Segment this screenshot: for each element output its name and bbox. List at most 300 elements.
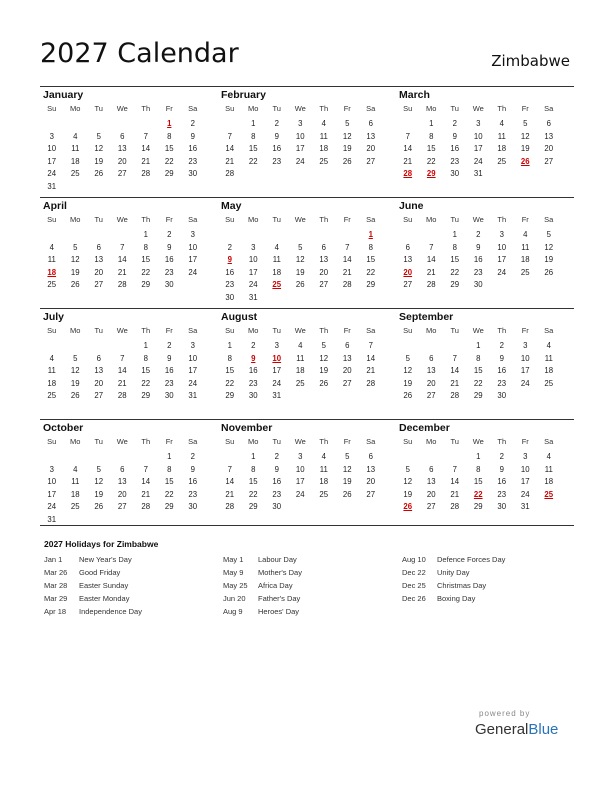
day-cell: 22 xyxy=(248,156,258,166)
day-cell xyxy=(336,229,360,242)
day-cell: 26 xyxy=(94,169,104,178)
weekday-label: Sa xyxy=(188,104,198,113)
day-cell: 21 xyxy=(117,267,127,277)
holiday-name: Father's Day xyxy=(258,594,301,603)
day-cell: 7 xyxy=(345,242,350,252)
day-cell xyxy=(359,292,383,305)
weekday-label: Fr xyxy=(165,437,173,446)
day-cell: 4 xyxy=(274,242,279,252)
day-cell: 1 xyxy=(452,230,457,239)
day-cell: 16 xyxy=(272,144,282,153)
weekday-label: Su xyxy=(47,104,57,113)
day-cell: 1 xyxy=(251,119,256,128)
day-cell: 19 xyxy=(520,144,530,153)
day-cell: 11 xyxy=(544,464,553,474)
week-row xyxy=(396,267,561,280)
weekday-label: Fr xyxy=(521,437,529,446)
day-cell: 7 xyxy=(429,242,434,252)
week-row xyxy=(218,242,383,255)
day-cell: 6 xyxy=(368,119,373,128)
day-cell xyxy=(537,501,561,514)
day-cell xyxy=(265,168,289,181)
holiday-name: Good Friday xyxy=(79,568,121,577)
weekday-label: Sa xyxy=(188,437,198,446)
day-cell: 30 xyxy=(164,391,174,400)
day-cell: 19 xyxy=(319,366,329,375)
weeks xyxy=(218,118,383,181)
day-cell: 7 xyxy=(143,464,148,474)
day-cell: 3 xyxy=(523,341,528,350)
day-cell: 10 xyxy=(248,255,258,264)
weekday-label: We xyxy=(116,437,128,446)
day-cell: 29 xyxy=(450,280,460,289)
day-cell: 18 xyxy=(47,378,57,388)
weekday-label: We xyxy=(294,215,306,224)
weekday-label: Mo xyxy=(248,104,259,113)
day-cell: 23 xyxy=(497,378,507,388)
day-cell: 24 xyxy=(188,267,198,277)
day-cell xyxy=(87,340,111,353)
week-row xyxy=(218,229,383,242)
day-cell: 9 xyxy=(499,464,504,474)
day-cell: 12 xyxy=(342,464,352,474)
day-cell: 5 xyxy=(298,242,303,252)
holiday-item xyxy=(223,553,402,566)
week-row xyxy=(40,242,205,255)
weekday-label: Mo xyxy=(70,104,81,113)
weekday-label: Tu xyxy=(94,437,103,446)
weekday-label: Th xyxy=(497,326,507,335)
day-cell: 8 xyxy=(227,353,232,363)
day-cell: 30 xyxy=(272,502,282,511)
day-cell: 21 xyxy=(141,489,151,499)
day-cell: 26 xyxy=(342,489,352,499)
weekday-label: Sa xyxy=(544,437,554,446)
day-cell: 17 xyxy=(520,366,530,375)
day-cell: 20 xyxy=(342,366,352,375)
weekday-label: Su xyxy=(47,215,57,224)
day-cell: 7 xyxy=(120,353,125,363)
month-row xyxy=(40,86,574,197)
week-row xyxy=(396,451,561,464)
week-row xyxy=(218,168,383,181)
day-cell: 8 xyxy=(143,353,148,363)
day-cell xyxy=(490,279,514,292)
day-cell: 15 xyxy=(248,144,258,153)
day-cell: 21 xyxy=(141,156,151,166)
weekday-label: Th xyxy=(141,215,151,224)
day-cell: 17 xyxy=(47,489,57,499)
weeks xyxy=(218,451,383,514)
day-cell: 18 xyxy=(319,144,329,153)
day-cell: 24 xyxy=(473,156,483,166)
holiday-item xyxy=(402,579,581,592)
day-cell xyxy=(289,168,313,181)
week-row xyxy=(396,390,561,403)
weekday-label: Tu xyxy=(94,215,103,224)
weekday-label: Sa xyxy=(544,104,554,113)
month-block xyxy=(40,309,218,419)
day-cell: 16 xyxy=(248,366,258,375)
weekday-header xyxy=(218,326,383,335)
weekday-label: Fr xyxy=(165,215,173,224)
day-cell: 21 xyxy=(426,267,436,277)
holiday-day-cell: 28 xyxy=(403,169,413,178)
day-cell: 15 xyxy=(450,255,460,264)
day-cell: 6 xyxy=(321,242,326,252)
day-cell: 23 xyxy=(272,156,282,166)
weekday-label: Su xyxy=(403,437,413,446)
month-name: January xyxy=(43,89,84,101)
week-row xyxy=(40,353,205,366)
day-cell: 12 xyxy=(342,131,352,141)
day-cell: 17 xyxy=(188,366,198,375)
holiday-day-cell: 10 xyxy=(272,353,282,363)
day-cell: 28 xyxy=(225,169,235,178)
day-cell: 7 xyxy=(368,341,373,350)
day-cell: 17 xyxy=(497,255,507,264)
day-cell: 9 xyxy=(452,131,457,141)
day-cell: 1 xyxy=(143,341,148,350)
day-cell: 2 xyxy=(167,230,172,239)
month-name: September xyxy=(399,311,454,323)
day-cell: 7 xyxy=(120,242,125,252)
day-cell: 18 xyxy=(272,267,282,277)
day-cell: 11 xyxy=(296,353,305,363)
day-cell: 1 xyxy=(476,452,481,461)
day-cell: 8 xyxy=(251,464,256,474)
weekday-label: Th xyxy=(319,215,329,224)
day-cell xyxy=(514,390,538,403)
day-cell: 14 xyxy=(403,144,413,153)
generalblue-logo[interactable] xyxy=(475,721,558,738)
week-row xyxy=(218,464,383,477)
day-cell: 25 xyxy=(70,169,80,178)
page-title: 2027 Calendar xyxy=(40,38,239,69)
weekday-label: Tu xyxy=(272,215,281,224)
holiday-day-cell: 29 xyxy=(426,169,436,178)
week-row xyxy=(396,476,561,489)
day-cell xyxy=(218,451,242,464)
day-cell: 11 xyxy=(319,131,328,141)
day-cell: 24 xyxy=(295,156,305,166)
weekday-label: We xyxy=(294,437,306,446)
day-cell: 20 xyxy=(366,477,376,486)
day-cell: 14 xyxy=(141,144,151,153)
day-cell: 10 xyxy=(47,477,57,486)
day-cell: 4 xyxy=(73,464,78,474)
month-name: February xyxy=(221,89,266,101)
day-cell: 18 xyxy=(70,156,80,166)
holiday-item xyxy=(402,566,581,579)
day-cell: 4 xyxy=(298,341,303,350)
day-cell: 27 xyxy=(319,280,329,289)
weeks xyxy=(396,451,561,514)
weekday-label: Fr xyxy=(343,104,351,113)
holiday-day-cell: 9 xyxy=(227,255,232,264)
day-cell: 7 xyxy=(227,464,232,474)
day-cell: 5 xyxy=(523,119,528,128)
day-cell: 14 xyxy=(225,477,235,486)
day-cell xyxy=(336,390,360,403)
day-cell: 1 xyxy=(143,230,148,239)
day-cell: 20 xyxy=(94,267,104,277)
day-cell xyxy=(87,118,111,131)
day-cell xyxy=(396,118,420,131)
holiday-date: Dec 22 xyxy=(402,568,426,577)
holiday-item xyxy=(402,592,581,605)
day-cell: 29 xyxy=(164,169,174,178)
holiday-item xyxy=(402,553,581,566)
holiday-day-cell: 26 xyxy=(403,502,413,511)
day-cell: 20 xyxy=(426,489,436,499)
weeks xyxy=(40,340,205,403)
day-cell: 30 xyxy=(188,502,198,511)
day-cell: 25 xyxy=(47,280,57,289)
holiday-item xyxy=(223,605,402,618)
day-cell xyxy=(134,181,158,194)
day-cell: 28 xyxy=(225,502,235,511)
holiday-date: May 1 xyxy=(223,555,244,564)
day-cell: 16 xyxy=(188,144,198,153)
day-cell: 10 xyxy=(473,131,483,141)
day-cell xyxy=(64,181,88,194)
day-cell: 17 xyxy=(188,255,198,264)
day-cell: 28 xyxy=(426,280,436,289)
holiday-date: May 9 xyxy=(223,568,244,577)
day-cell: 19 xyxy=(70,267,80,277)
day-cell xyxy=(111,340,135,353)
day-cell: 4 xyxy=(546,341,551,350)
day-cell: 22 xyxy=(366,267,376,277)
week-row xyxy=(40,451,205,464)
week-row xyxy=(396,340,561,353)
month-block xyxy=(218,198,396,308)
day-cell: 29 xyxy=(473,391,483,400)
day-cell xyxy=(111,229,135,242)
weekday-label: Th xyxy=(319,326,329,335)
day-cell: 19 xyxy=(342,144,352,153)
day-cell: 30 xyxy=(225,292,235,302)
day-cell: 2 xyxy=(167,341,172,350)
day-cell: 24 xyxy=(520,378,530,388)
weeks xyxy=(396,340,561,403)
week-row xyxy=(396,229,561,242)
day-cell xyxy=(158,181,182,194)
day-cell xyxy=(396,340,420,353)
weekday-label: Fr xyxy=(521,104,529,113)
day-cell: 29 xyxy=(366,280,376,289)
day-cell: 21 xyxy=(342,267,352,277)
holiday-name: Africa Day xyxy=(258,581,293,590)
month-block xyxy=(396,309,574,419)
day-cell: 26 xyxy=(295,280,305,289)
holiday-name: Christmas Day xyxy=(437,581,487,590)
holiday-name: Easter Sunday xyxy=(79,581,129,590)
day-cell xyxy=(87,229,111,242)
day-cell xyxy=(336,168,360,181)
day-cell xyxy=(537,390,561,403)
day-cell: 23 xyxy=(272,489,282,499)
week-row xyxy=(218,118,383,131)
day-cell: 14 xyxy=(342,255,352,264)
day-cell: 9 xyxy=(274,464,279,474)
weekday-header xyxy=(40,104,205,113)
day-cell: 16 xyxy=(164,366,174,375)
day-cell: 22 xyxy=(450,267,460,277)
day-cell: 30 xyxy=(164,280,174,289)
day-cell: 13 xyxy=(319,255,329,264)
weekday-label: We xyxy=(472,215,484,224)
weekday-label: Mo xyxy=(426,437,437,446)
day-cell: 16 xyxy=(497,477,507,486)
day-cell: 20 xyxy=(366,144,376,153)
day-cell: 18 xyxy=(319,477,329,486)
day-cell: 13 xyxy=(117,477,127,486)
brand-general: General xyxy=(475,721,529,738)
day-cell xyxy=(64,118,88,131)
brand-blue: Blue xyxy=(528,721,559,738)
day-cell: 22 xyxy=(141,378,151,388)
day-cell: 17 xyxy=(47,156,57,166)
month-name: August xyxy=(221,311,258,323)
day-cell: 15 xyxy=(225,366,235,375)
weekday-label: Th xyxy=(497,437,507,446)
weekday-label: Tu xyxy=(272,437,281,446)
weekday-label: Mo xyxy=(426,326,437,335)
day-cell: 5 xyxy=(546,230,551,239)
weeks xyxy=(40,229,205,292)
holiday-item xyxy=(44,579,223,592)
holiday-date: Dec 25 xyxy=(402,581,426,590)
day-cell: 26 xyxy=(342,156,352,166)
day-cell: 20 xyxy=(94,378,104,388)
day-cell: 20 xyxy=(544,144,554,153)
day-cell xyxy=(312,168,336,181)
day-cell: 8 xyxy=(476,464,481,474)
week-row xyxy=(218,476,383,489)
day-cell xyxy=(359,390,383,403)
day-cell: 18 xyxy=(544,477,554,486)
day-cell: 21 xyxy=(117,378,127,388)
holiday-day-cell: 1 xyxy=(368,230,373,239)
day-cell: 6 xyxy=(120,464,125,474)
holiday-date: Apr 18 xyxy=(44,607,67,616)
day-cell: 15 xyxy=(248,477,258,486)
day-cell: 16 xyxy=(473,255,483,264)
week-row xyxy=(40,340,205,353)
day-cell: 13 xyxy=(403,255,413,264)
day-cell xyxy=(87,451,111,464)
day-cell xyxy=(289,390,313,403)
day-cell: 14 xyxy=(117,366,127,375)
month-name: November xyxy=(221,422,273,434)
day-cell: 17 xyxy=(520,477,530,486)
day-cell xyxy=(64,340,88,353)
day-cell: 23 xyxy=(164,378,174,388)
day-cell: 31 xyxy=(473,169,483,178)
day-cell xyxy=(537,168,561,181)
day-cell: 22 xyxy=(164,489,174,499)
week-row xyxy=(396,168,561,181)
calendar-grid xyxy=(40,86,574,530)
day-cell: 26 xyxy=(403,391,413,400)
day-cell: 25 xyxy=(497,156,507,166)
week-row xyxy=(40,267,205,280)
weekday-label: Mo xyxy=(426,104,437,113)
day-cell: 5 xyxy=(73,242,78,252)
day-cell: 29 xyxy=(164,502,174,511)
day-cell: 22 xyxy=(164,156,174,166)
holiday-item xyxy=(44,553,223,566)
day-cell: 17 xyxy=(272,366,282,375)
day-cell: 14 xyxy=(117,255,127,264)
day-cell: 16 xyxy=(450,144,460,153)
week-row xyxy=(396,118,561,131)
week-row xyxy=(396,279,561,292)
day-cell: 6 xyxy=(429,464,434,474)
weekday-header xyxy=(218,437,383,446)
day-cell: 13 xyxy=(544,131,554,141)
weekday-label: We xyxy=(472,104,484,113)
month-row xyxy=(40,419,574,530)
day-cell: 10 xyxy=(520,464,530,474)
weekday-label: Fr xyxy=(165,104,173,113)
day-cell: 28 xyxy=(117,391,127,400)
weekday-label: Su xyxy=(403,326,413,335)
holiday-column xyxy=(44,553,223,618)
day-cell: 26 xyxy=(319,378,329,388)
day-cell: 11 xyxy=(544,353,553,363)
day-cell: 25 xyxy=(295,378,305,388)
holidays-list xyxy=(44,553,581,618)
week-row xyxy=(218,365,383,378)
holiday-name: Defence Forces Day xyxy=(437,555,506,564)
day-cell: 4 xyxy=(546,452,551,461)
holiday-day-cell: 9 xyxy=(251,353,256,363)
weekday-label: We xyxy=(294,326,306,335)
day-cell xyxy=(242,229,266,242)
day-cell: 12 xyxy=(544,242,554,252)
holiday-item xyxy=(223,592,402,605)
day-cell: 2 xyxy=(274,119,279,128)
day-cell: 19 xyxy=(70,378,80,388)
holiday-date: Mar 28 xyxy=(44,581,68,590)
day-cell: 24 xyxy=(295,489,305,499)
week-row xyxy=(218,501,383,514)
day-cell: 8 xyxy=(143,242,148,252)
week-row xyxy=(218,378,383,391)
week-row xyxy=(218,143,383,156)
week-row xyxy=(40,365,205,378)
week-row xyxy=(218,279,383,292)
day-cell: 6 xyxy=(546,119,551,128)
day-cell: 25 xyxy=(319,156,329,166)
day-cell xyxy=(134,451,158,464)
weekday-label: Fr xyxy=(521,215,529,224)
day-cell xyxy=(218,118,242,131)
weekday-label: Sa xyxy=(366,437,376,446)
day-cell: 8 xyxy=(167,131,172,141)
day-cell xyxy=(336,292,360,305)
day-cell: 28 xyxy=(450,502,460,511)
week-row xyxy=(40,156,205,169)
day-cell: 1 xyxy=(167,452,172,461)
day-cell xyxy=(312,229,336,242)
month-name: October xyxy=(43,422,84,434)
holiday-day-cell: 1 xyxy=(167,119,172,128)
week-row xyxy=(218,156,383,169)
